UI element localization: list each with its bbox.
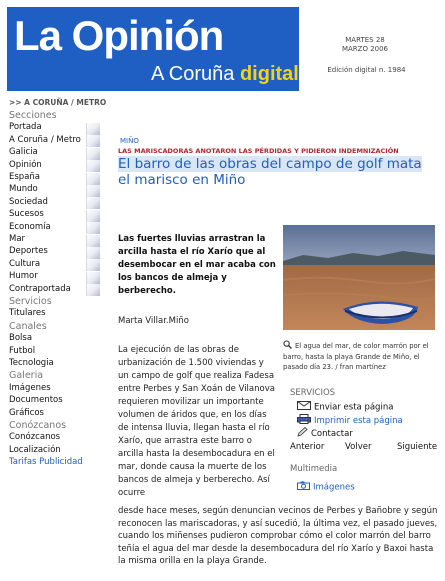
- sidebar-item-titulares[interactable]: Titulares: [9, 308, 46, 319]
- multimedia-images-link[interactable]: [297, 481, 355, 493]
- photo-caption: [283, 340, 435, 372]
- article-lead: Las fuertes lluvias arrastran la arcilla hasta el río Xarío que al desembocar en el mar acaba con los bancos de almeja y berberecho.: [118, 234, 276, 296]
- muddy-beach-boat-image: [283, 225, 435, 330]
- breadcrumb: >> A CORUÑA / METRO: [9, 98, 107, 107]
- sidebar-tab-icon[interactable]: [86, 272, 100, 284]
- conozcanos-heading: Conózcanos: [9, 420, 67, 431]
- sidebar-tab-icon[interactable]: [86, 197, 100, 209]
- next-article-link[interactable]: Siguiente: [397, 442, 438, 452]
- sidebar-item-contraportada[interactable]: Contraportada: [9, 283, 71, 294]
- back-link[interactable]: Volver: [345, 442, 372, 452]
- sidebar-tab-icon[interactable]: [86, 123, 100, 135]
- sidebar-item-sucesos[interactable]: Sucesos: [9, 209, 44, 220]
- sidebar-item-tecnologia[interactable]: Tecnologia: [9, 358, 54, 368]
- sidebar-tab-icon[interactable]: [86, 235, 100, 247]
- logo-title: La Opinión: [14, 12, 224, 59]
- sidebar-item-tarifas-publicidad[interactable]: Tarifas Publicidad: [9, 457, 83, 468]
- article-body-column: La ejecución de las obras de urbanización de 1.500 viviendas y un campo de golf que realiza Fadesa entre Perbes y San Xoán de Vilanova requieren movilizar un importante volumen de áridos que, en los días de intensa lluvia, llegan hasta el río Xarío, que arrastra este barro o arcilla hasta la desembocadura en el mar, donde causa la muerte de los bancos de almeja y berberecho. Así ocurre: [118, 345, 275, 498]
- sidebar-item-galicia[interactable]: Galicia: [9, 147, 38, 158]
- multimedia-heading: Multimedia: [290, 464, 338, 474]
- sidebar-item-portada[interactable]: Portada: [9, 122, 42, 133]
- contact-label: Contactar: [311, 429, 353, 439]
- sidebar-item-bolsa[interactable]: Bolsa: [9, 333, 33, 344]
- sidebar-item-deportes[interactable]: Deportes: [9, 246, 48, 257]
- contact-link[interactable]: [297, 427, 353, 440]
- sidebar-item-humor[interactable]: Humor: [9, 271, 38, 282]
- sections-heading: Secciones: [9, 110, 57, 121]
- envelope-icon: [297, 401, 311, 413]
- zoom-icon[interactable]: [283, 340, 292, 352]
- logo-city: A Coruña: [151, 63, 235, 85]
- article-photo[interactable]: [283, 225, 435, 330]
- sidebar-item-sociedad[interactable]: Sociedad: [9, 196, 48, 207]
- prev-article-link[interactable]: Anterior: [290, 442, 325, 452]
- send-page-link[interactable]: [297, 401, 393, 413]
- article-section: MIÑO: [120, 137, 139, 145]
- print-page-label: Imprimir esta página: [314, 416, 403, 426]
- sidebar-item-economia[interactable]: Economía: [9, 221, 51, 232]
- article-kicker: LAS MARISCADORAS ANOTARON LAS PÉRDIDAS Y PIDIERON INDEMNIZACIÓN: [118, 147, 399, 155]
- date-display: [320, 36, 410, 54]
- logo-digital: digital: [239, 63, 299, 85]
- edition-number: Edición digital n. 1984: [327, 66, 406, 74]
- masthead-logo[interactable]: [7, 7, 299, 91]
- article-headline: [118, 156, 438, 188]
- sidebar-tab-icon[interactable]: [86, 135, 100, 147]
- sidebar-item-mundo[interactable]: Mundo: [9, 184, 38, 195]
- sidebar-tab-icon[interactable]: [86, 210, 100, 222]
- sidebar-item-documentos[interactable]: Documentos: [9, 395, 63, 406]
- logo-subtitle: [151, 62, 299, 86]
- sidebar-item-imagenes[interactable]: Imágenes: [9, 382, 51, 393]
- headline-rest: el marisco en Miño: [118, 172, 246, 188]
- images-label: Imágenes: [313, 482, 355, 493]
- sidebar-tab-icon[interactable]: [86, 284, 100, 296]
- sidebar-tab-icon[interactable]: [86, 148, 100, 160]
- article-body-wide: desde hace meses, según denuncian vecinos de Perbes y Bañobre y según reconocen las mariscadoras, y así sucedió, la última vez, el pasado jueves, cuando los miñenses pudieron comprobar cómo el color marrón del barro teñía el agua del mar desde la desembocadura del río Xarío y Baxoi hasta la misma orilla en la playa Grande.: [118, 506, 438, 567]
- sidebar-item-a-coruna-metro[interactable]: A Coruña / Metro: [9, 134, 81, 145]
- gallery-heading: Galeria: [9, 370, 44, 382]
- sidebar-tab-icon[interactable]: [86, 259, 100, 271]
- sidebar-item-conozcanos[interactable]: Conózcanos: [9, 432, 61, 443]
- sidebar-item-futbol[interactable]: Futbol: [9, 345, 36, 356]
- sidebar-item-graficos[interactable]: Gráficos: [9, 407, 44, 418]
- sidebar-tab-icon[interactable]: [86, 185, 100, 197]
- article-byline: Marta Villar.Miño: [118, 316, 189, 326]
- sidebar-tab-icon[interactable]: [86, 247, 100, 259]
- sidebar-tab-icon[interactable]: [86, 160, 100, 172]
- date-month-year: MARZO 2006: [341, 45, 389, 53]
- sidebar-item-localizacion[interactable]: Localización: [9, 444, 61, 455]
- headline-highlighted: El barro de las obras del campo de golf mata: [118, 156, 422, 172]
- pencil-icon: [297, 427, 308, 440]
- sidebar-tab-icon[interactable]: [86, 222, 100, 234]
- print-page-link[interactable]: [297, 414, 403, 427]
- date-weekday: MARTES 28: [345, 36, 385, 44]
- services-heading: SERVICIOS: [290, 388, 336, 398]
- sidebar-item-cultura[interactable]: Cultura: [9, 258, 41, 269]
- sidebar-item-opinion[interactable]: Opinión: [9, 159, 42, 170]
- sidebar-item-espana[interactable]: España: [9, 172, 40, 182]
- send-page-label: Enviar esta página: [314, 402, 394, 413]
- caption-text: El agua del mar, de color marrón por el barro, hasta la playa Grande de Miño, el pasado día 23. / fran martínez: [283, 342, 429, 371]
- channels-heading: Canales: [9, 320, 47, 332]
- printer-icon: [297, 414, 311, 427]
- sidebar-tab-icon[interactable]: [86, 173, 100, 185]
- camera-icon: [297, 481, 310, 493]
- services-heading: Servicios: [9, 296, 52, 307]
- sidebar-item-mar[interactable]: Mar: [9, 234, 26, 244]
